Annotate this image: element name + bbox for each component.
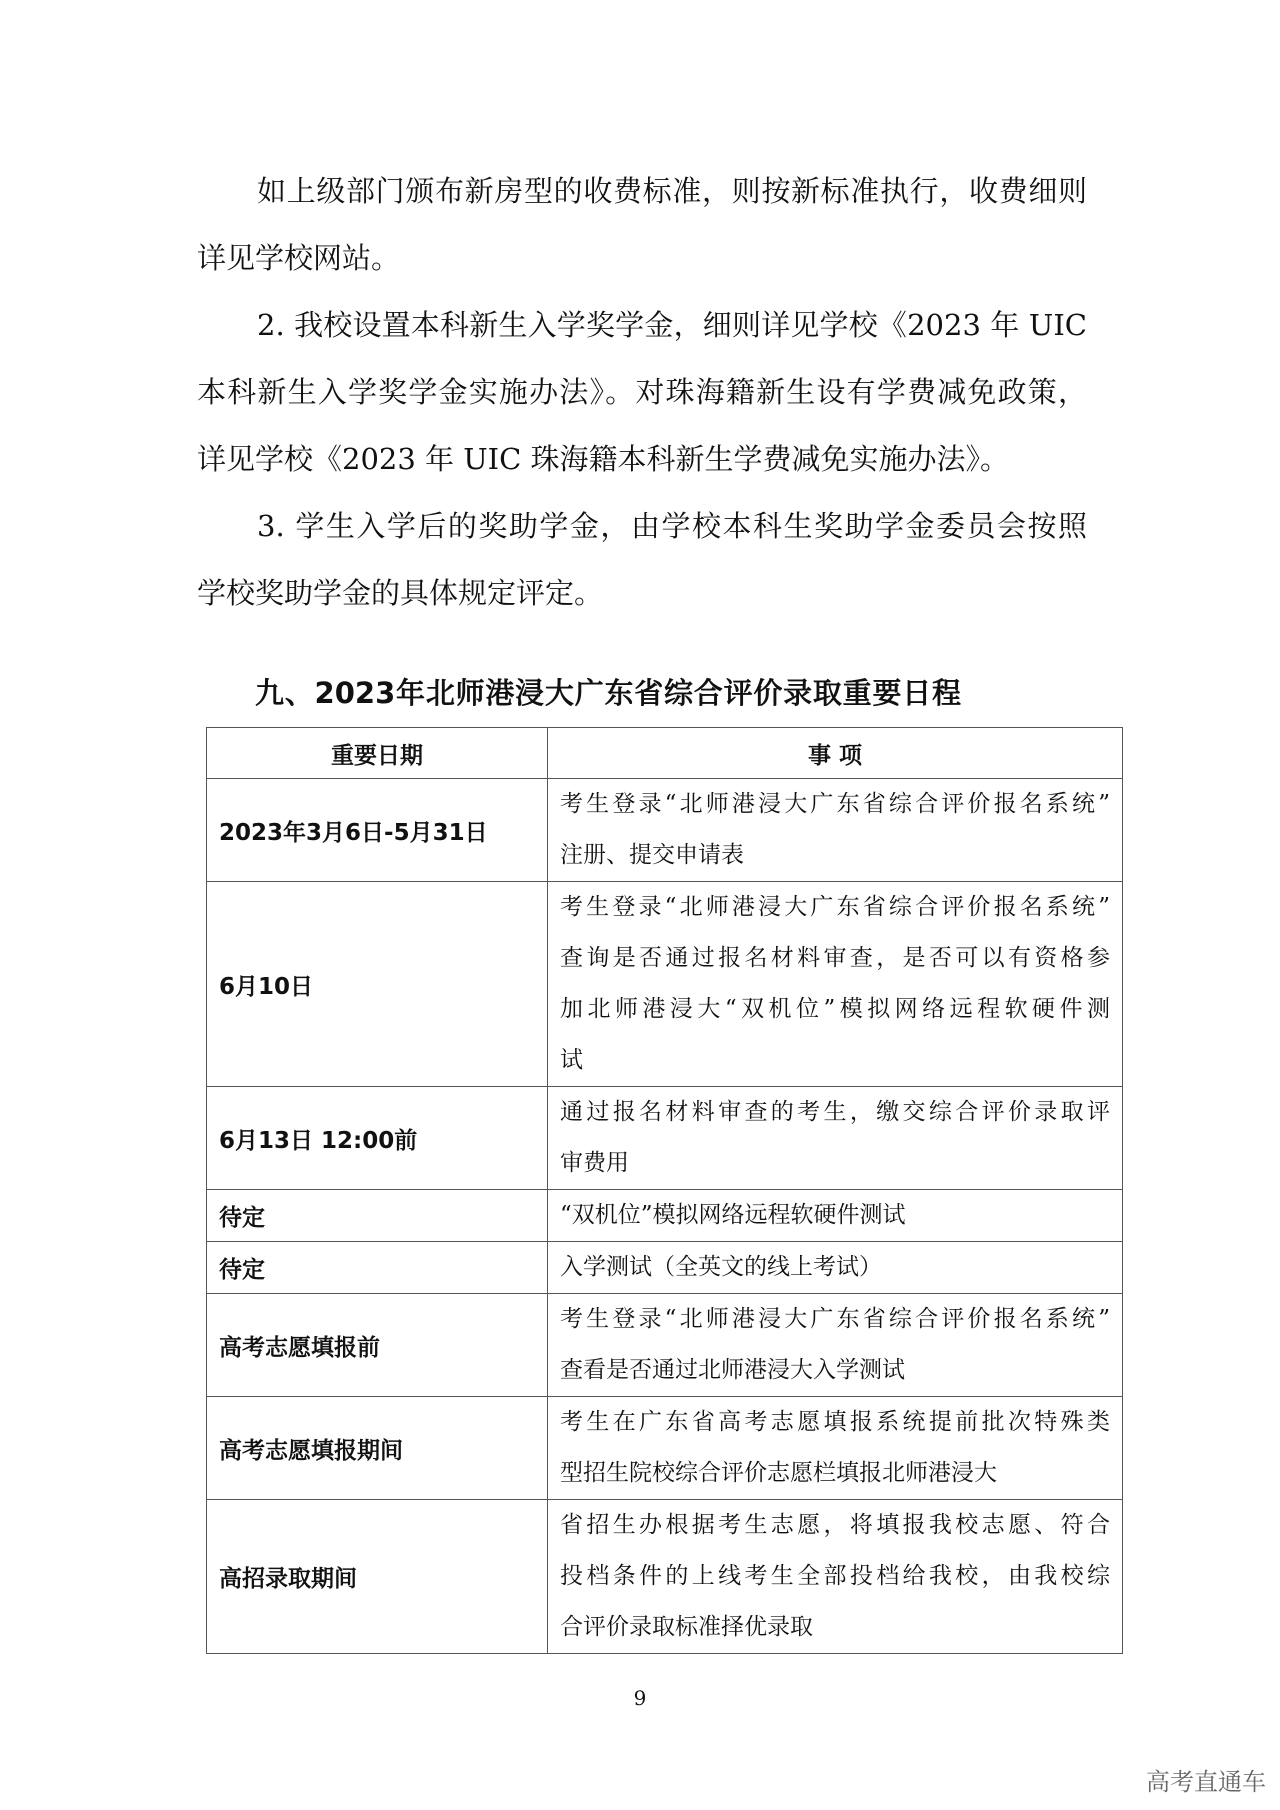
table-row bbox=[207, 1294, 1123, 1397]
paragraph-line: 本科新生入学奖学金实施办法》。对珠海籍新生设有学费减免政策， bbox=[197, 375, 1087, 409]
row-date: 2023年3月6日-5月31日 bbox=[207, 779, 548, 882]
row-item-line: 考生登录“北师港浸大广东省综合评价报名系统” bbox=[560, 894, 1110, 920]
row-item-line: 投档条件的上线考生全部投档给我校，由我校综 bbox=[560, 1563, 1110, 1589]
row-item bbox=[548, 1242, 1123, 1294]
row-item bbox=[548, 1087, 1123, 1190]
schedule-table bbox=[206, 727, 1123, 1654]
row-item-line: 注册、提交申请表 bbox=[560, 842, 744, 868]
row-date: 6月13日 12:00前 bbox=[207, 1087, 548, 1190]
table-row bbox=[207, 1397, 1123, 1500]
row-date: 高招录取期间 bbox=[207, 1500, 548, 1654]
table-row bbox=[207, 779, 1123, 882]
table-row bbox=[207, 1190, 1123, 1242]
row-date: 6月10日 bbox=[207, 882, 548, 1087]
table-row bbox=[207, 1242, 1123, 1294]
paragraph-line: 详见学校《2023 年 UIC 珠海籍本科新生学费减免实施办法》。 bbox=[197, 442, 1010, 476]
table-header-row bbox=[207, 728, 1123, 779]
row-item bbox=[548, 1500, 1123, 1654]
row-item-line: “双机位”模拟网络远程软硬件测试 bbox=[560, 1202, 906, 1228]
row-item-line: 考生登录“北师港浸大广东省综合评价报名系统” bbox=[560, 1306, 1110, 1332]
row-item-line: 考生在广东省高考志愿填报系统提前批次特殊类 bbox=[560, 1409, 1110, 1435]
row-date: 待定 bbox=[207, 1242, 548, 1294]
row-item bbox=[548, 779, 1123, 882]
row-item-line: 查看是否通过北师港浸大入学测试 bbox=[560, 1357, 905, 1383]
row-item bbox=[548, 1190, 1123, 1242]
row-item-line: 合评价录取标准择优录取 bbox=[560, 1614, 813, 1640]
page-number: 9 bbox=[633, 1686, 647, 1710]
row-item-line: 考生登录“北师港浸大广东省综合评价报名系统” bbox=[560, 791, 1110, 817]
row-item-line: 通过报名材料审查的考生，缴交综合评价录取评 bbox=[560, 1099, 1110, 1125]
row-date: 待定 bbox=[207, 1190, 548, 1242]
row-item-line: 加北师港浸大“双机位”模拟网络远程软硬件测 bbox=[560, 996, 1110, 1022]
row-date: 高考志愿填报期间 bbox=[207, 1397, 548, 1500]
row-item bbox=[548, 1294, 1123, 1397]
paragraph-line: 3. 学生入学后的奖助学金，由学校本科生奖助学金委员会按照 bbox=[257, 509, 1087, 543]
paragraph-line: 如上级部门颁布新房型的收费标准，则按新标准执行，收费细则 bbox=[257, 174, 1087, 208]
header-item: 事 项 bbox=[548, 728, 1123, 779]
paragraph-line: 详见学校网站。 bbox=[197, 241, 401, 275]
row-item-line: 试 bbox=[560, 1047, 583, 1073]
watermark: 高考直通车 bbox=[1146, 1768, 1266, 1796]
row-item bbox=[548, 882, 1123, 1087]
row-item-line: 入学测试（全英文的线上考试） bbox=[560, 1254, 882, 1280]
header-date: 重要日期 bbox=[207, 728, 548, 779]
paragraph-line: 2. 我校设置本科新生入学奖学金，细则详见学校《2023 年 UIC bbox=[257, 308, 1087, 342]
row-item bbox=[548, 1397, 1123, 1500]
row-item-line: 查询是否通过报名材料审查，是否可以有资格参 bbox=[560, 945, 1110, 971]
paragraph-line: 学校奖助学金的具体规定评定。 bbox=[197, 576, 604, 610]
table-row bbox=[207, 1500, 1123, 1654]
row-item-line: 型招生院校综合评价志愿栏填报北师港浸大 bbox=[560, 1460, 997, 1486]
section-title: 九、2023年北师港浸大广东省综合评价录取重要日程 bbox=[255, 676, 961, 710]
table-row bbox=[207, 882, 1123, 1087]
row-item-line: 省招生办根据考生志愿，将填报我校志愿、符合 bbox=[560, 1512, 1110, 1538]
table-row bbox=[207, 1087, 1123, 1190]
row-item-line: 审费用 bbox=[560, 1150, 629, 1176]
row-date: 高考志愿填报前 bbox=[207, 1294, 548, 1397]
